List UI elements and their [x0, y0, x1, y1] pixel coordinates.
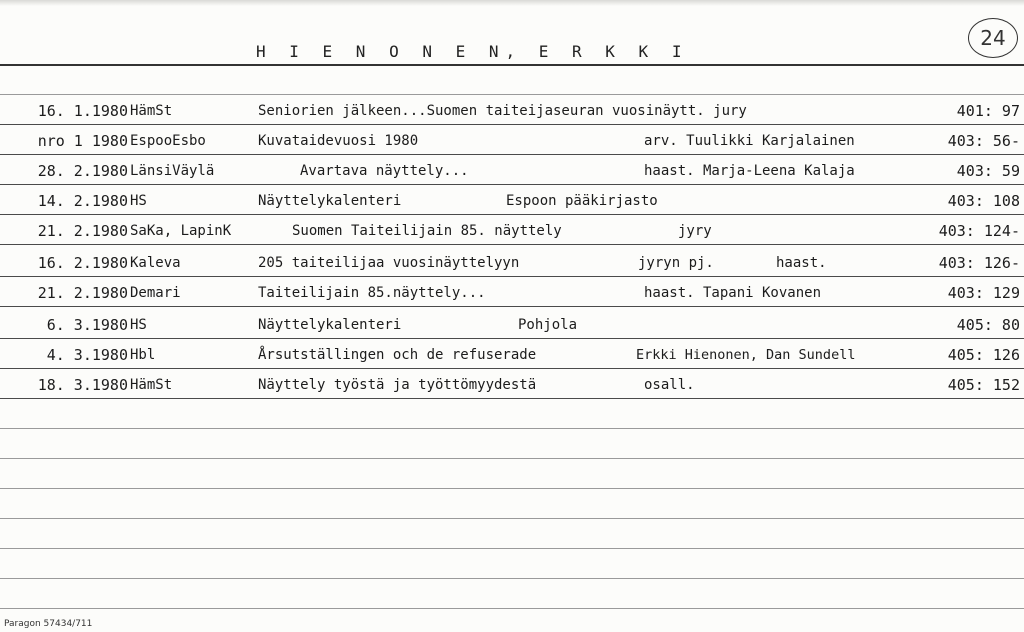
entry-ref: 403: 124-	[938, 222, 1020, 240]
line-rule	[0, 184, 1024, 185]
entry-title: Näyttely työstä ja työttömyydestä	[258, 377, 537, 393]
entry-source: Kaleva	[130, 255, 181, 271]
entry-date: 14. 2.1980	[37, 192, 128, 210]
entry-ref: 405: 126	[947, 346, 1020, 364]
entry-title: Suomen Taiteilijain 85. näyttely	[292, 223, 562, 239]
entry-date: 18. 3.1980	[37, 376, 128, 394]
entry-row	[0, 310, 1024, 338]
entry-note: jyry	[678, 223, 712, 239]
entry-location: Pohjola	[518, 317, 578, 333]
entry-note-2: haast.	[776, 255, 827, 271]
entry-ref: 403: 108	[947, 192, 1020, 210]
line-rule	[0, 338, 1024, 339]
entry-ref: 403: 129	[947, 284, 1020, 302]
entry-row	[0, 340, 1024, 368]
entry-row	[0, 278, 1024, 306]
entry-location: Espoon pääkirjasto	[506, 193, 658, 209]
line-rule	[0, 548, 1024, 549]
entry-title: Näyttelykalenteri	[258, 193, 402, 209]
line-rule	[0, 608, 1024, 609]
entry-ref: 403: 126-	[938, 254, 1020, 272]
entry-source: Demari	[130, 285, 181, 301]
entry-source: HämSt	[130, 377, 173, 393]
page-number-circle	[968, 18, 1018, 58]
entry-title: Seniorien jälkeen...Suomen taiteijaseuran vuosinäytt. jury	[258, 103, 747, 119]
line-rule	[0, 488, 1024, 489]
entry-title: Näyttelykalenteri	[258, 317, 402, 333]
line-rule	[0, 398, 1024, 399]
line-rule	[0, 368, 1024, 369]
entry-ref: 405: 152	[947, 376, 1020, 394]
entry-title: Årsutställingen och de refuserade	[258, 347, 537, 363]
entry-row	[0, 370, 1024, 398]
line-rule	[0, 214, 1024, 215]
card-title: H I E N O N E N, E R K K I	[256, 42, 689, 61]
entry-date: nro 1 1980	[37, 132, 128, 150]
entry-title: 205 taiteilijaa vuosinäyttelyyn	[258, 255, 520, 271]
entry-note: Erkki Hienonen, Dan Sundell	[636, 347, 856, 363]
entry-date: 28. 2.1980	[37, 162, 128, 180]
line-rule	[0, 518, 1024, 519]
printer-imprint: Paragon 57434/711	[4, 619, 93, 629]
entry-date: 21. 2.1980	[37, 284, 128, 302]
entry-source: EspooEsbo	[130, 133, 206, 149]
entry-source: HS	[130, 193, 147, 209]
entry-title: Kuvataidevuosi 1980	[258, 133, 419, 149]
entry-row	[0, 216, 1024, 244]
page-number: 24	[980, 26, 1006, 50]
header-rule	[0, 64, 1024, 66]
line-rule	[0, 428, 1024, 429]
line-rule	[0, 124, 1024, 125]
card-top-edge	[0, 0, 1024, 6]
entry-date: 21. 2.1980	[37, 222, 128, 240]
entry-ref: 403: 56-	[947, 132, 1020, 150]
entry-date: 16. 2.1980	[37, 254, 128, 272]
entry-date: 16. 1.1980	[37, 102, 128, 120]
entry-source: Hbl	[130, 347, 156, 363]
entry-row	[0, 126, 1024, 154]
entry-row	[0, 156, 1024, 184]
entry-date: 6. 3.1980	[46, 316, 128, 334]
entry-ref: 401: 97	[956, 102, 1020, 120]
entry-ref: 405: 80	[956, 316, 1020, 334]
line-rule	[0, 458, 1024, 459]
entry-source: HämSt	[130, 103, 173, 119]
entry-source: HS	[130, 317, 147, 333]
line-rule	[0, 154, 1024, 155]
entry-date: 4. 3.1980	[46, 346, 128, 364]
entry-source: SaKa, LapinK	[130, 223, 232, 239]
entry-row	[0, 186, 1024, 214]
entry-row	[0, 248, 1024, 276]
line-rule	[0, 578, 1024, 579]
entry-title: Avartava näyttely...	[300, 163, 469, 179]
line-rule	[0, 244, 1024, 245]
entry-title: Taiteilijain 85.näyttely...	[258, 285, 486, 301]
entry-note: haast. Tapani Kovanen	[644, 285, 822, 301]
entry-ref: 403: 59	[956, 162, 1020, 180]
entry-note: jyryn pj.	[638, 255, 714, 271]
header-rule-thin	[0, 94, 1024, 95]
entry-note: haast. Marja-Leena Kalaja	[644, 163, 855, 179]
entry-note: arv. Tuulikki Karjalainen	[644, 133, 855, 149]
entry-note: osall.	[644, 377, 695, 393]
line-rule	[0, 276, 1024, 277]
line-rule	[0, 306, 1024, 307]
entry-row	[0, 96, 1024, 124]
entry-source: LänsiVäylä	[130, 163, 215, 179]
